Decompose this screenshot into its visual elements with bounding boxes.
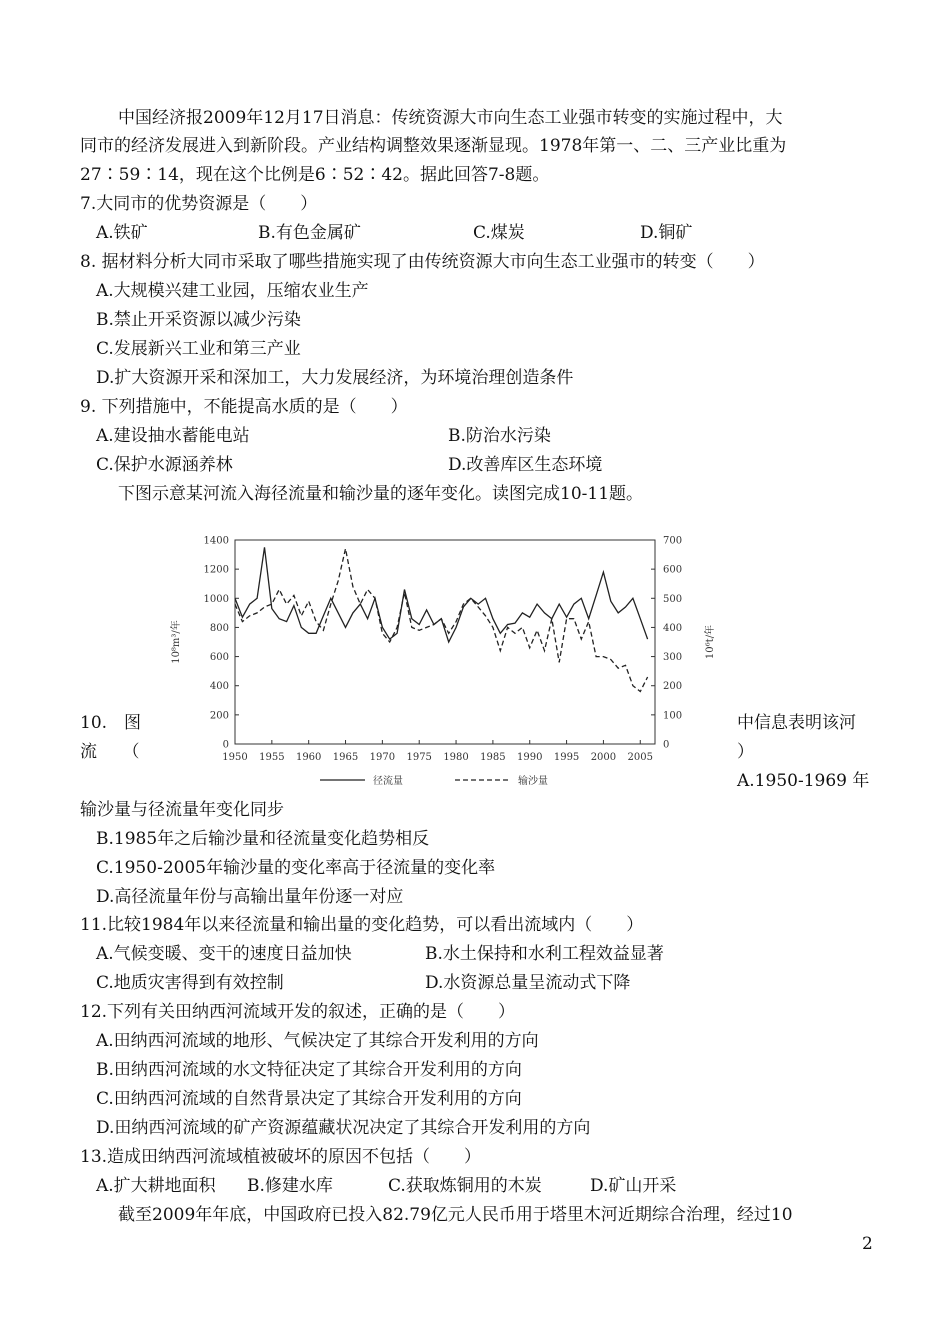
- x-axis-ticks: [222, 740, 653, 763]
- q10-option-a-part1: A.1950-1969 年: [737, 771, 870, 791]
- q10-option-d: D.高径流量年份与高输出量年份逐一对应: [96, 887, 404, 907]
- left-tick-label: 400: [209, 681, 229, 693]
- q7-option-c: C.煤炭: [473, 223, 525, 243]
- chart-axes: [235, 540, 655, 744]
- right-axis-label: 10⁶t/年: [705, 624, 716, 660]
- x-tick-label: 1975: [406, 752, 432, 763]
- q13-option-b: B.修建水库: [247, 1176, 333, 1196]
- x-tick-label: 1960: [295, 752, 322, 763]
- q10-option-c: C.1950-2005年输沙量的变化率高于径流量的变化率: [96, 858, 496, 878]
- q7-option-d: D.铜矿: [640, 223, 693, 243]
- plot-frame: [235, 540, 655, 744]
- left-tick-label: 200: [209, 710, 229, 722]
- x-tick-label: 1990: [517, 752, 543, 763]
- x-tick-label: 1985: [480, 752, 506, 763]
- passage1-line2: 同市的经济发展进入到新阶段。产业结构调整效果逐渐显现。1978年第一、二、三产业比重为: [80, 136, 787, 156]
- x-tick-label: 1965: [332, 752, 359, 763]
- right-tick-label: 600: [663, 564, 683, 576]
- q11-option-c: C.地质灾害得到有效控制: [96, 973, 284, 993]
- left-tick-label: 1000: [203, 593, 229, 605]
- q8-option-d: D.扩大资源开采和深加工，大力发展经济，为环境治理创造条件: [96, 368, 574, 388]
- q8-stem: 8. 据材料分析大同市采取了哪些措施实现了由传统资源大市向生态工业强市的转变（ ）: [80, 252, 765, 272]
- q11-stem: 11.比较1984年以来径流量和输出量的变化趋势，可以看出流域内（ ）: [80, 915, 644, 935]
- left-axis-label: 10⁸m³/年: [171, 620, 182, 664]
- q10-stem-line2-left: 流 （: [80, 742, 140, 762]
- q8-option-b: B.禁止开采资源以减少污染: [96, 310, 301, 330]
- q8-option-c: C.发展新兴工业和第三产业: [96, 339, 301, 359]
- q12-option-c: C.田纳西河流域的自然背景决定了其综合开发利用的方向: [96, 1089, 522, 1109]
- left-tick-label: 1400: [203, 535, 229, 547]
- q10-stem-line2-right: ）: [737, 742, 754, 762]
- q8-option-a: A.大规模兴建工业园，压缩农业生产: [96, 281, 369, 301]
- x-tick-label: 1955: [259, 752, 285, 763]
- x-tick-label: 2005: [627, 752, 653, 763]
- q13-option-c: C.获取炼铜用的木炭: [388, 1176, 542, 1196]
- q9-option-c: C.保护水源涵养林: [96, 455, 233, 475]
- q9-stem: 9. 下列措施中，不能提高水质的是（ ）: [80, 397, 408, 417]
- left-tick-label: 1200: [203, 564, 229, 576]
- q7-option-b: B.有色金属矿: [258, 223, 361, 243]
- x-tick-label: 1950: [222, 752, 248, 763]
- passage3: 截至2009年年底，中国政府已投入82.79亿元人民币用于塔里木河近期综合治理，经过10: [118, 1205, 793, 1225]
- right-tick-label: 100: [663, 710, 683, 722]
- passage1-line1: 中国经济报2009年12月17日消息：传统资源大市向生态工业强市转变的实施过程中，大: [118, 108, 783, 128]
- sediment-series-line: [235, 549, 648, 692]
- x-tick-label: 1980: [443, 752, 469, 763]
- right-tick-label: 500: [663, 593, 683, 605]
- q9-option-a: A.建设抽水蓄能电站: [96, 426, 250, 446]
- right-tick-label: 700: [663, 535, 683, 547]
- q10-option-b: B.1985年之后输沙量和径流量变化趋势相反: [96, 829, 430, 849]
- right-tick-label: 0: [663, 739, 670, 751]
- q13-option-a: A.扩大耕地面积: [96, 1176, 216, 1196]
- q11-option-b: B.水土保持和水利工程效益显著: [425, 944, 664, 964]
- q11-option-d: D.水资源总量呈流动式下降: [425, 973, 631, 993]
- left-axis-ticks: [169, 536, 239, 751]
- chart-series: [235, 547, 648, 691]
- chart-legend: [320, 774, 548, 787]
- q11-option-a: A.气候变暖、变干的速度日益加快: [96, 944, 352, 964]
- q7-stem: 7.大同市的优势资源是（ ）: [80, 194, 318, 214]
- q7-option-a: A.铁矿: [96, 223, 148, 243]
- legend-runoff-label: 径流量: [373, 776, 403, 787]
- left-tick-label: 600: [209, 652, 229, 664]
- q13-stem: 13.造成田纳西河流域植被破坏的原因不包括（ ）: [80, 1147, 482, 1167]
- passage2: 下图示意某河流入海径流量和输沙量的逐年变化。读图完成10-11题。: [118, 484, 644, 504]
- passage1-line3: 27∶59∶14，现在这个比例是6∶52∶42。据此回答7-8题。: [80, 165, 550, 185]
- q12-stem: 12.下列有关田纳西河流域开发的叙述，正确的是（ ）: [80, 1002, 516, 1022]
- legend-sediment-label: 输沙量: [518, 776, 548, 787]
- x-tick-label: 1995: [553, 752, 580, 763]
- q10-stem-right: 中信息表明该河: [737, 713, 856, 733]
- x-tick-label: 1970: [369, 752, 396, 763]
- right-tick-label: 200: [663, 681, 683, 693]
- page-number: 2: [862, 1234, 873, 1254]
- runoff-series-line: [235, 547, 648, 642]
- left-tick-label: 800: [209, 622, 229, 634]
- right-tick-label: 300: [663, 652, 683, 664]
- q9-option-d: D.改善库区生态环境: [448, 455, 603, 475]
- q12-option-a: A.田纳西河流域的地形、气候决定了其综合开发利用的方向: [96, 1031, 539, 1051]
- x-tick-label: 2000: [590, 752, 617, 763]
- q13-option-d: D.矿山开采: [590, 1176, 677, 1196]
- left-tick-label: 0: [222, 739, 229, 751]
- q12-option-b: B.田纳西河流域的水文特征决定了其综合开发利用的方向: [96, 1060, 522, 1080]
- right-tick-label: 400: [663, 622, 683, 634]
- right-axis-ticks: [651, 536, 716, 751]
- q10-stem-left: 10. 图: [80, 713, 142, 733]
- q9-option-b: B.防治水污染: [448, 426, 551, 446]
- q10-option-a-part2: 输沙量与径流量年变化同步: [80, 800, 284, 820]
- q12-option-d: D.田纳西河流域的矿产资源蕴藏状况决定了其综合开发利用的方向: [96, 1118, 591, 1138]
- runoff-sediment-chart: [165, 522, 725, 798]
